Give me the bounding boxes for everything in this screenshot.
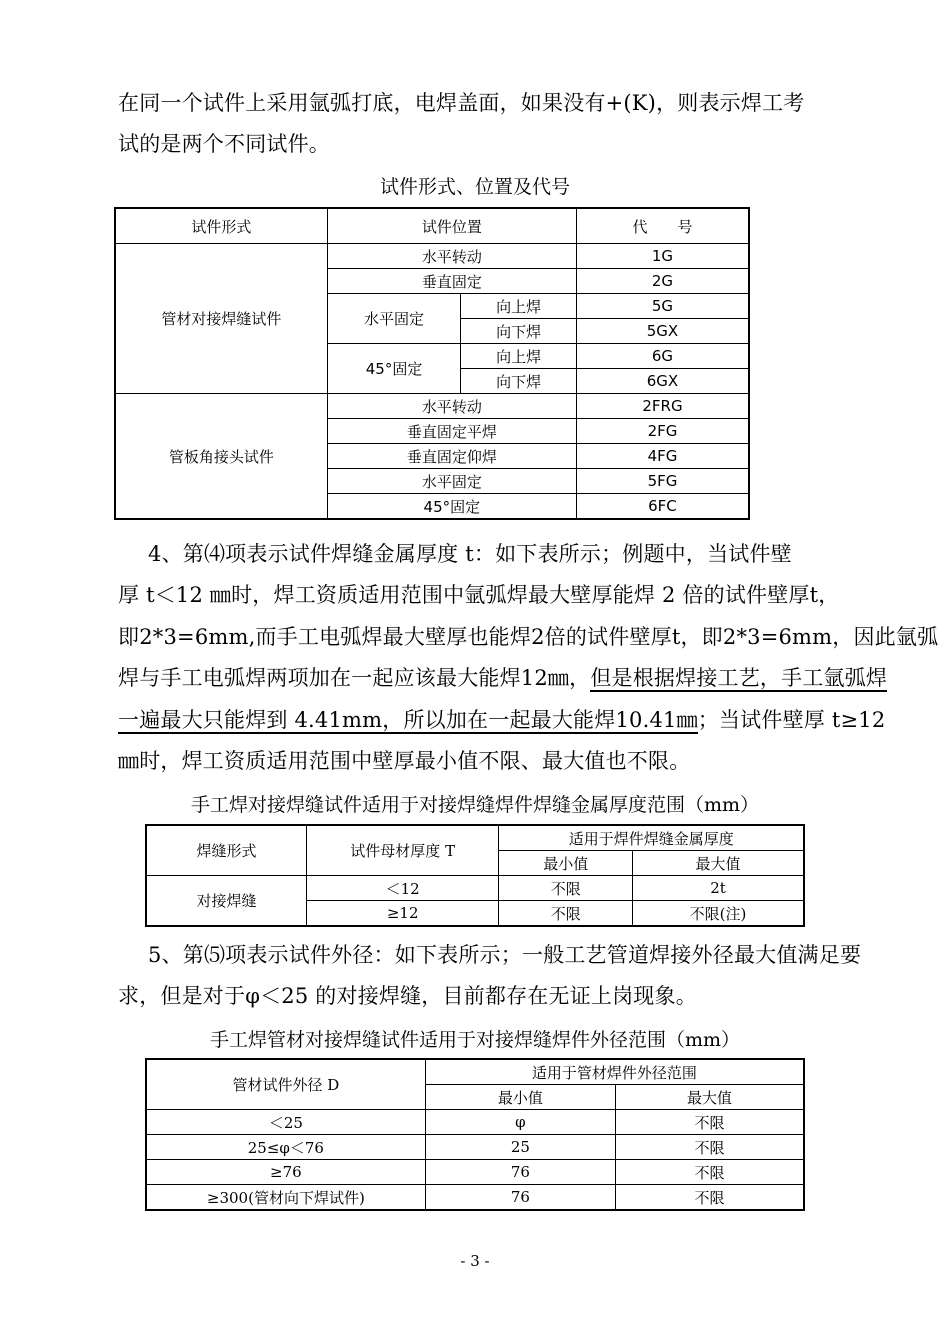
- code-cell: 5FG: [576, 469, 749, 494]
- position-cell: 向下焊: [461, 319, 577, 344]
- header-base-thickness: 试件母材厚度 T: [306, 825, 498, 876]
- od-cell: ≥76: [146, 1160, 425, 1185]
- header-max: 最大值: [632, 851, 804, 876]
- pipe-form-cell: 管材对接焊缝试件: [115, 244, 327, 394]
- code-cell: 6GX: [576, 369, 749, 394]
- outer-diameter-range-table: [145, 1058, 805, 1211]
- max-cell: 不限: [616, 1135, 804, 1160]
- para5-line-1: 5、第⑸项表示试件外径：如下表所示；一般工艺管道焊接外径最大值满足要: [148, 943, 862, 967]
- code-cell: 2FG: [576, 419, 749, 444]
- code-cell: 5G: [576, 294, 749, 319]
- code-cell: 2G: [576, 269, 749, 294]
- para4-line-1: 4、第⑷项表示试件焊缝金属厚度 t：如下表所示；例题中，当试件壁: [148, 542, 792, 566]
- thickness-cell: ≥12: [306, 901, 498, 927]
- position-cell: 垂直固定: [327, 269, 576, 294]
- min-cell: 76: [425, 1160, 615, 1185]
- position-cell: 垂直固定仰焊: [327, 444, 576, 469]
- min-cell: 76: [425, 1185, 615, 1211]
- specimen-position-table: [114, 207, 750, 520]
- header-max: 最大值: [616, 1085, 804, 1110]
- position-cell: 水平固定: [327, 469, 576, 494]
- position-cell: 向上焊: [461, 344, 577, 369]
- position-group-cell: 水平固定: [327, 294, 461, 344]
- code-cell: 2FRG: [576, 394, 749, 419]
- header-code: 代 号: [576, 208, 749, 244]
- table1-caption: 试件形式、位置及代号: [379, 176, 570, 198]
- code-cell: 5GX: [576, 319, 749, 344]
- od-cell: ≥300(管材向下焊试件): [146, 1185, 425, 1211]
- plate-form-cell: 管板角接头试件: [115, 394, 327, 520]
- max-cell: 2t: [632, 876, 804, 901]
- header-min: 最小值: [425, 1085, 615, 1110]
- header-specimen-position: 试件位置: [327, 208, 576, 244]
- intro-line-1: 在同一个试件上采用氩弧打底，电焊盖面，如果没有+(K)，则表示焊工考: [118, 91, 805, 115]
- para4-underlined-text-2: 一遍最大只能焊到 4.41mm，所以加在一起最大能焊10.41㎜: [118, 708, 698, 732]
- position-cell: 45°固定: [327, 494, 576, 520]
- position-cell: 向下焊: [461, 369, 577, 394]
- para5-line-2: 求，但是对于φ＜25 的对接焊缝，目前都存在无证上岗现象。: [118, 984, 697, 1008]
- para4-underlined-text: 但是根据焊接工艺，手工氩弧焊: [590, 666, 888, 690]
- header-applicable-od: 适用于管材焊件外径范围: [425, 1059, 804, 1085]
- max-cell: 不限(注): [632, 901, 804, 927]
- thickness-range-table: [145, 824, 805, 927]
- para4-line-3: 即2*3=6mm,而手工电弧焊最大壁厚也能焊2倍的试件壁厚t，即2*3=6mm，因此氩弧: [118, 625, 939, 649]
- position-cell: 水平转动: [327, 244, 576, 269]
- header-applicable-thickness: 适用于焊件焊缝金属厚度: [499, 825, 804, 851]
- min-cell: 不限: [499, 876, 633, 901]
- weld-form-cell: 对接焊缝: [146, 876, 306, 927]
- para4-line-5: [118, 700, 885, 741]
- header-pipe-od: 管材试件外径 D: [146, 1059, 425, 1110]
- header-min: 最小值: [499, 851, 633, 876]
- page-number: - 3 -: [460, 1252, 490, 1270]
- para4-line-4-plain: 焊与手工电弧焊两项加在一起应该最大能焊12㎜，: [118, 666, 591, 690]
- intro-line-2: 试的是两个不同试件。: [118, 132, 330, 156]
- table2-caption: 手工焊对接焊缝试件适用于对接焊缝焊件焊缝金属厚度范围（mm）: [190, 794, 760, 816]
- header-weld-form: 焊缝形式: [146, 825, 306, 876]
- max-cell: 不限: [616, 1110, 804, 1135]
- max-cell: 不限: [616, 1185, 804, 1211]
- position-cell: 垂直固定平焊: [327, 419, 576, 444]
- min-cell: 不限: [499, 901, 633, 927]
- para4-line-2: 厚 t＜12 ㎜时，焊工资质适用范围中氩弧焊最大壁厚能焊 2 倍的试件壁厚t，: [118, 583, 840, 607]
- code-cell: 6FC: [576, 494, 749, 520]
- code-cell: 6G: [576, 344, 749, 369]
- para4-line-5-plain: ；当试件壁厚 t≥12: [697, 708, 886, 732]
- table3-caption: 手工焊管材对接焊缝试件适用于对接焊缝焊件外径范围（mm）: [209, 1029, 741, 1051]
- min-cell: 25: [425, 1135, 615, 1160]
- min-cell: φ: [425, 1110, 615, 1135]
- position-cell: 向上焊: [461, 294, 577, 319]
- code-cell: 4FG: [576, 444, 749, 469]
- od-cell: ＜25: [146, 1110, 425, 1135]
- position-group-cell: 45°固定: [327, 344, 461, 394]
- header-specimen-form: 试件形式: [115, 208, 327, 244]
- max-cell: 不限: [616, 1160, 804, 1185]
- para4-line-6: ㎜时，焊工资质适用范围中壁厚最小值不限、最大值也不限。: [118, 749, 691, 773]
- od-cell: 25≤φ＜76: [146, 1135, 425, 1160]
- thickness-cell: ＜12: [306, 876, 498, 901]
- para4-line-4: [118, 658, 887, 699]
- code-cell: 1G: [576, 244, 749, 269]
- position-cell: 水平转动: [327, 394, 576, 419]
